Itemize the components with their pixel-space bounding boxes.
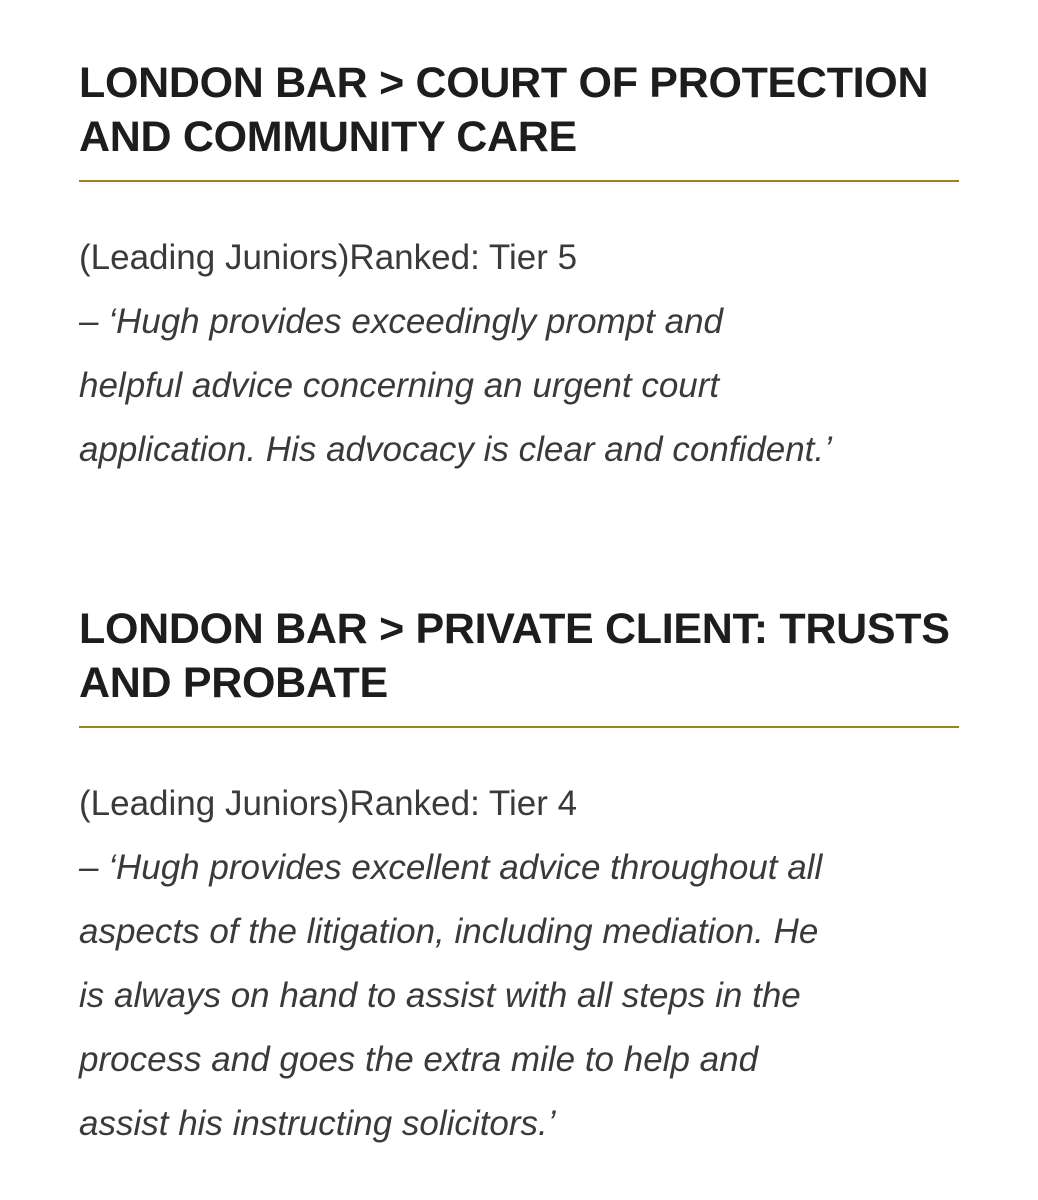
- quote-line: process and goes the extra mile to help and: [79, 1040, 759, 1079]
- ranking-section-court-of-protection: [79, 56, 959, 482]
- quote-line: aspects of the litigation, including mediation. He: [79, 912, 819, 951]
- ranking-tier: (Leading Juniors)Ranked: Tier 4: [79, 784, 578, 823]
- heading-divider: [79, 180, 959, 182]
- quote-line: – ‘Hugh provides exceedingly prompt and: [79, 302, 723, 341]
- quote-line: helpful advice concerning an urgent court: [79, 366, 720, 405]
- ranking-tier: (Leading Juniors)Ranked: Tier 5: [79, 238, 578, 277]
- quote-line: is always on hand to assist with all steps in the: [79, 976, 801, 1015]
- section-heading: [79, 56, 959, 164]
- ranking-section-private-client: [79, 602, 959, 1156]
- testimonial-quote: [79, 836, 959, 1156]
- quote-line: – ‘Hugh provides excellent advice throughout all: [79, 848, 823, 887]
- section-heading-line: LONDON BAR > COURT OF PROTECTION: [79, 59, 929, 107]
- section-heading-line: AND COMMUNITY CARE: [79, 113, 577, 161]
- section-heading: [79, 602, 959, 710]
- quote-line: application. His advocacy is clear and confident.’: [79, 430, 832, 469]
- section-heading-line: AND PROBATE: [79, 659, 388, 707]
- heading-divider: [79, 726, 959, 728]
- section-heading-line: LONDON BAR > PRIVATE CLIENT: TRUSTS: [79, 605, 950, 653]
- testimonial-quote: [79, 290, 959, 482]
- quote-line: assist his instructing solicitors.’: [79, 1104, 556, 1143]
